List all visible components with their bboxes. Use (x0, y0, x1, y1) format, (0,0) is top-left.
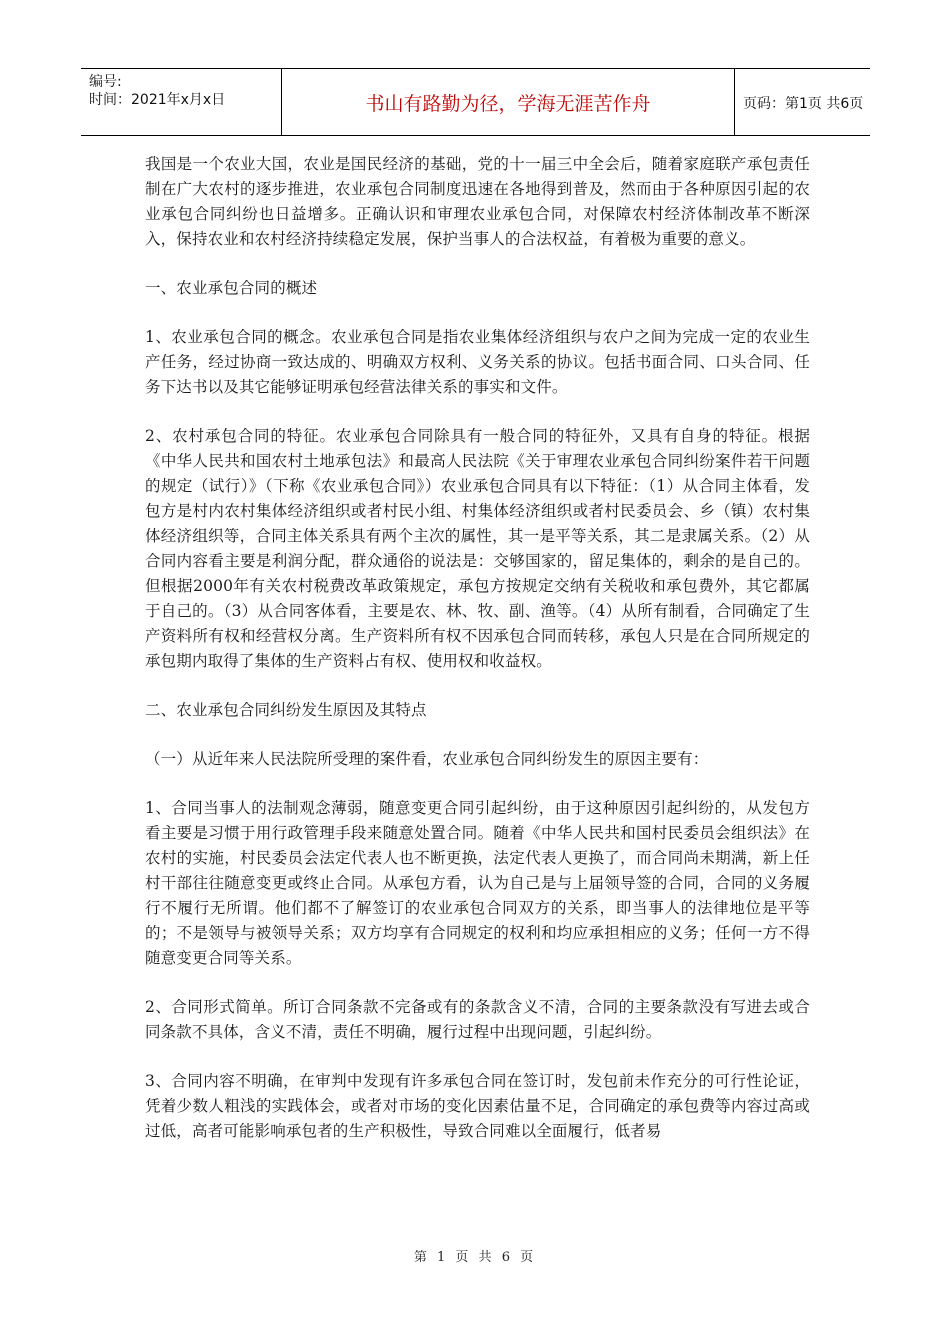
header-motto: 书山有路勤为径，学海无涯苦作舟 (365, 93, 651, 115)
paragraph-cause-2: 2、合同形式简单。所订合同条款不完备或有的条款含义不清，合同的主要条款没有写进去或合同条款不具体，含义不清，责任不明确，履行过程中出现问题，引起纠纷。 (145, 998, 810, 1041)
section-heading-disputes: 二、农业承包合同纠纷发生原因及其特点 (145, 701, 427, 719)
paragraph-cause-1: 1、合同当事人的法制观念薄弱，随意变更合同引起纠纷，由于这种原因引起纠纷的，从发包方看主要是习惯于用行政管理手段来随意处置合同。随着《中华人民共和国村民委员会组织法》在农村的实施，村民委员会法定代表人也不断更换，法定代表人更换了，而合同尚未期满，新上任村干部往往随意变更或终止合同。从承包方看，认为自己是与上届领导签的合同，合同的义务履行不履行无所谓。他们都不了解签订的农业承包合同双方的关系，即当事人的法律地位是平等的；不是领导与被领导关系；双方均享有合同规定的权利和均应承担相应的义务；任何一方不得随意变更合同等关系。 (145, 799, 810, 967)
document-date-label: 时间：2021年x月x日 (89, 92, 226, 108)
paragraph-concept: 1、农业承包合同的概念。农业承包合同是指农业集体经济组织与农户之间为完成一定的农业生产任务，经过协商一致达成的、明确双方权利、义务关系的协议。包括书面合同、口头合同、任务下达书以及其它能够证明承包经营法律关系的事实和文件。 (145, 328, 810, 396)
header-table (81, 68, 870, 136)
page-footer: 第 1 页 共 6 页 (413, 1250, 537, 1265)
header-page-number: 页码：第1页 共6页 (743, 96, 864, 112)
header-page-cell (735, 69, 870, 135)
intro-paragraph: 我国是一个农业大国，农业是国民经济的基础，党的十一届三中全会后，随着家庭联产承包责任制在广大农村的逐步推进，农业承包合同制度迅速在各地得到普及，然而由于各种原因引起的农业承包合同纠纷也日益增多。正确认识和审理农业承包合同，对保障农村经济体制改革不断深入，保持农业和农村经济持续稳定发展，保护当事人的合法权益，有着极为重要的意义。 (145, 155, 810, 248)
header-motto-cell (282, 69, 735, 135)
paragraph-cause-3: 3、合同内容不明确，在审判中发现有许多承包合同在签订时，发包前未作充分的可行性论证，凭着少数人粗浅的实践体会，或者对市场的变化因素估量不足，合同确定的承包费等内容过高或过低，高者可能影响承包者的生产积极性，导致合同难以全面履行，低者易 (145, 1072, 810, 1140)
document-number-label: 编号: (89, 74, 122, 90)
section-heading-overview: 一、农业承包合同的概述 (145, 279, 318, 297)
header-info-cell (81, 69, 282, 135)
subsection-heading-causes: （一）从近年来人民法院所受理的案件看，农业承包合同纠纷发生的原因主要有： (145, 750, 709, 768)
paragraph-features: 2、农村承包合同的特征。农业承包合同除具有一般合同的特征外，又具有自身的特征。根据《中华人民共和国农村土地承包法》和最高人民法院《关于审理农业承包合同纠纷案件若干问题的规定（试行）》（下称《农业承包合同》）农业承包合同具有以下特征：（1）从合同主体看，发包方是村内农村集体经济组织或者村民小组、村集体经济组织或者村民委员会、乡（镇）农村集体经济组织等，合同主体关系具有两个主次的属性，其一是平等关系，其二是隶属关系。（2）从合同内容看主要是利润分配，群众通俗的说法是：交够国家的，留足集体的，剩余的是自己的。但根据2000年有关农村税费改革政策规定，承包方按规定交纳有关税收和承包费外，其它都属于自己的。（3）从合同客体看，主要是农、林、牧、副、渔等。（4）从所有制看，合同确定了生产资料所有权和经营权分离。生产资料所有权不因承包合同而转移，承包人只是在合同所规定的承包期内取得了集体的生产资料占有权、使用权和收益权。 (145, 427, 810, 670)
document-body (145, 152, 810, 1144)
